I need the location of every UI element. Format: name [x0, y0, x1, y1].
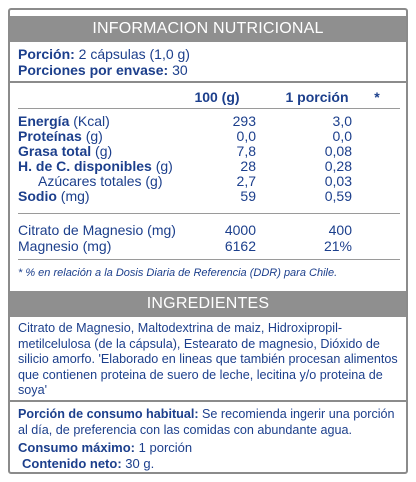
- row-fat-100g: 7,8: [236, 143, 256, 159]
- row-sugars-portion: 0,03: [324, 173, 352, 189]
- row-magnesium-ddr: 21%: [323, 238, 352, 254]
- row-fat-portion: 0,08: [324, 143, 352, 159]
- row-energy-100g: 293: [232, 113, 256, 129]
- row-protein-portion: 0,0: [332, 128, 352, 144]
- habitual-text: Se recomienda ingerir una porción al día, de preferencia con las comidas con abundante agua.: [18, 407, 395, 437]
- max-label: Consumo máximo:: [18, 440, 136, 455]
- row-energy-label: Energía (Kcal): [18, 113, 110, 129]
- header-per-100g: 100 (g): [194, 89, 240, 105]
- row-protein-label: Proteínas (g): [18, 128, 103, 144]
- row-sugars-label: Azúcares totales (g): [38, 173, 163, 189]
- row-fat-label: Grasa total (g): [18, 143, 113, 159]
- row-carbs-label: H. de C. disponibles (g): [18, 158, 173, 174]
- footnote-divider: [18, 259, 400, 260]
- header-ddr: *: [374, 89, 380, 105]
- extra-divider: [18, 213, 400, 214]
- row-sugars-100g: 2,7: [236, 173, 256, 189]
- row-sodium-100g: 59: [240, 188, 256, 204]
- portion-label: Porción:: [18, 46, 75, 62]
- net-content: [22, 456, 154, 472]
- row-sodium-portion: 0,59: [324, 188, 352, 204]
- max-value: 1 porción: [138, 440, 193, 455]
- row-magnesium-label: Magnesio (mg): [18, 238, 112, 254]
- ddr-footnote: * % en relación a la Dosis Diaria de Referencia (DDR) para Chile.: [18, 267, 338, 279]
- row-protein-100g: 0,0: [236, 128, 256, 144]
- servings-value: 30: [172, 62, 188, 78]
- row-magnesium-100g: 6162: [224, 238, 256, 254]
- net-value: 30 g.: [125, 456, 155, 471]
- row-carbs-100g: 28: [240, 158, 256, 174]
- servings-line: [18, 62, 188, 78]
- section-divider: [10, 81, 406, 83]
- portion-line: [18, 46, 190, 62]
- row-citrate-portion: 400: [328, 222, 352, 238]
- max-consumption: [18, 440, 192, 456]
- row-citrate-100g: 4000: [224, 222, 256, 238]
- habitual-label: Porción de consumo habitual:: [18, 407, 199, 421]
- ingredients-text: Citrato de Magnesio, Maltodextrina de maiz, Hidroxipropil-metilcelulosa (de la cápsula), Estearato de magnesio, Dióxido de silicio amorfo. 'Elaborado en lineas que también procesan alimentos que contienen proteina de suero de leche, lecitina y/o proteina de soya': [18, 321, 398, 397]
- ingredients-title-bar: INGREDIENTES: [10, 291, 406, 317]
- row-energy-portion: 3,0: [332, 113, 352, 129]
- nutrition-label: [8, 8, 408, 474]
- header-divider: [18, 108, 400, 109]
- row-citrate-label: Citrato de Magnesio (mg): [18, 222, 176, 238]
- net-label: Contenido neto:: [22, 456, 122, 471]
- row-sodium-label: Sodio (mg): [18, 188, 90, 204]
- nutrition-title-bar: INFORMACION NUTRICIONAL: [10, 16, 406, 42]
- habitual-portion: [18, 407, 404, 438]
- row-carbs-portion: 0,28: [324, 158, 352, 174]
- footer-divider: [10, 400, 406, 402]
- header-per-portion: 1 porción: [285, 89, 349, 105]
- servings-label: Porciones por envase:: [18, 62, 169, 78]
- portion-value: 2 cápsulas (1,0 g): [78, 46, 190, 62]
